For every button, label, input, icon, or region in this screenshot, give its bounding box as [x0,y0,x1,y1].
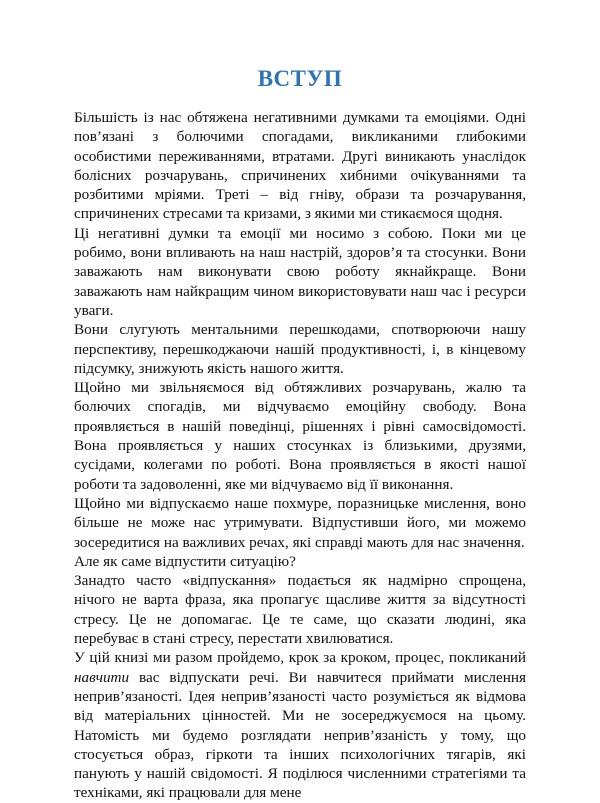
paragraph: Вони слугують ментальними перешкодами, спотворюючи нашу перспективу, перешкоджаючи нашій продуктивності, і, в кінцевому підсумку, знижують якість нашого життя. [74,321,526,377]
paragraph: Щойно ми відпускаємо наше похмуре, поразницьке мислення, воно більше не може нас утримувати. Відпустивши його, ми можемо зосередитися на важливих речах, які справді мають для нас значення. [74,494,526,551]
paragraph [74,648,526,802]
paragraph: Більшість із нас обтяжена негативними думками та емоціями. Одні пов’язані з болючими спогадами, викликаними глибокими особистими переживаннями, втратами. Другі виникають унаслідок болісних розчарувань, спричинених хибними очікуваннями та розбитими мріями. Треті – від гніву, образи та розчарування, спричинених стресами та кризами, з якими ми стикаємося щодня. [74,109,526,223]
body-text [74,108,526,803]
paragraph-text: У цій книзі ми разом пройдемо, крок за кроком, процес, покликаний [74,649,526,667]
paragraph: Занадто часто «відпускання» подається як надмірно спрощена, нічого не варта фраза, яка пропагує щасливе життя за відсутності стресу. Це не допомагає. Це те саме, що сказати людині, яка перебуває в стані стресу, перестати хвилюватися. [74,572,526,648]
paragraph-text: вас відпускати речі. Ви навчитеся приймати мислення неприв’язаності. Ідея неприв’язаності часто розуміється як відмова від матеріальних цінностей. Ми не зосереджуємося на цьому. Натомість ми будемо розглядати неприв’язаність у тому, що стосується образ, гіркоти та інших психологічних тягарів, які панують у нашій свідомості. Я поділюся численними стратегіями та техніками, які працювали для мене [74,668,526,802]
page-title: ВСТУП [257,66,343,91]
paragraph: Щойно ми звільняємося від обтяжливих розчарувань, жалю та болючих спогадів, ми відчуваємо емоційну свободу. Вона проявляється в нашій поведінці, рішеннях і рівні самосвідомості. Вона проявляється у наших стосунках із близькими, друзями, сусідами, колегами по роботі. Вона проявляється в якості нашої роботи та задоволенні, яке ми відчуваємо від її виконання. [74,379,526,493]
paragraph: Ці негативні думки та емоції ми носимо з собою. Поки ми це робимо, вони впливають на наш настрій, здоров’я та стосунки. Вони заважають нам виконувати свою роботу якнайкраще. Вони заважають нам найкращим чином використовувати наш час і ресурси уваги. [74,224,526,319]
paragraph: Але як саме відпустити ситуацію? [74,552,296,570]
emphasized-word: навчити [74,668,130,686]
